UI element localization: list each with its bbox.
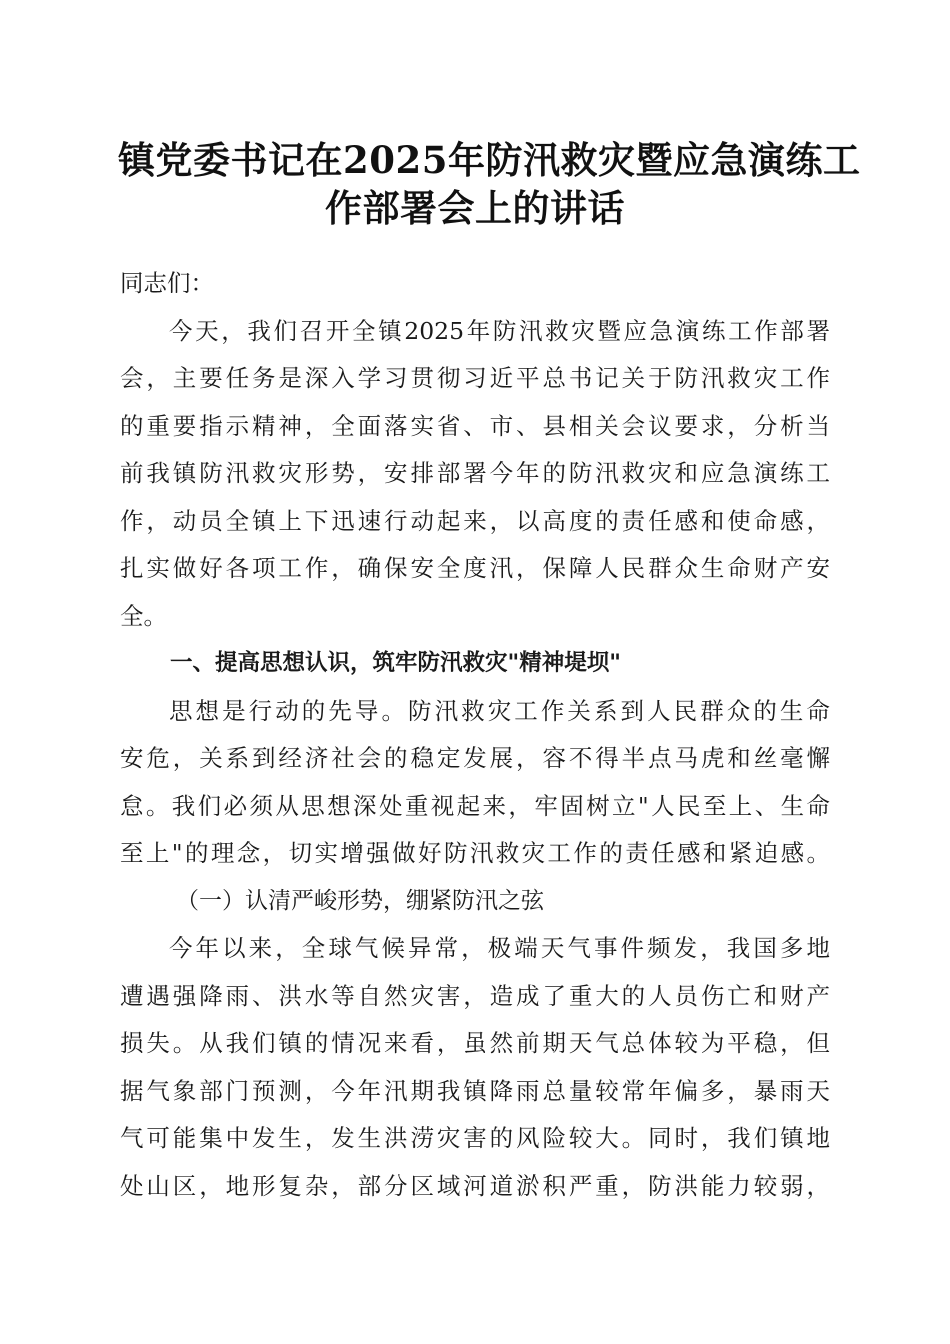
paragraph-line: 扎实做好各项工作，确保安全度汛，保障人民群众生命财产安: [120, 554, 830, 582]
paragraph-line: 安危，关系到经济社会的稳定发展，容不得半点马虎和丝毫懈: [120, 744, 830, 772]
title-line: 作部署会上的讲话: [325, 186, 625, 230]
intro-paragraph: [120, 308, 830, 641]
section-paragraph: [120, 688, 830, 878]
paragraph-line: 处山区，地形复杂，部分区域河道淤积严重，防洪能力较弱，: [120, 1171, 830, 1200]
section-heading: 一、提高思想认识，筑牢防汛救灾"精神堤坝": [170, 650, 621, 676]
paragraph-line: 会，主要任务是深入学习贯彻习近平总书记关于防汛救灾工作: [120, 364, 830, 392]
salutation: 同志们：: [120, 269, 214, 297]
document-title: [118, 136, 861, 232]
paragraph-line: 损失。从我们镇的情况来看，虽然前期天气总体较为平稳，但: [120, 1029, 830, 1057]
paragraph-line: 作，动员全镇上下迅速行动起来，以高度的责任感和使命感，: [120, 506, 830, 535]
paragraph-line: 思想是行动的先导。防汛救灾工作关系到人民群众的生命: [169, 696, 830, 725]
paragraph-line: 怠。我们必须从思想深处重视起来，牢固树立"人民至上、生命: [120, 791, 830, 820]
paragraph-line: 全。: [120, 601, 167, 630]
paragraph-line: 据气象部门预测，今年汛期我镇降雨总量较常年偏多，暴雨天: [120, 1076, 830, 1105]
title-line: 镇党委书记在2025年防汛救灾暨应急演练工: [118, 138, 861, 182]
document-body: [120, 260, 830, 1210]
paragraph-line: 今年以来，全球气候异常，极端天气事件频发，我国多地: [169, 934, 830, 962]
subsection-heading: （一）认清严峻形势，绷紧防汛之弦: [176, 887, 544, 914]
paragraph-line: 气可能集中发生，发生洪涝灾害的风险较大。同时，我们镇地: [120, 1124, 830, 1152]
paragraph-line: 前我镇防汛救灾形势，安排部署今年的防汛救灾和应急演练工: [120, 459, 830, 487]
paragraph-line: 遭遇强降雨、洪水等自然灾害，造成了重大的人员伤亡和财产: [120, 981, 830, 1010]
paragraph-line: 至上"的理念，切实增强做好防汛救灾工作的责任感和紧迫感。: [120, 839, 830, 867]
paragraph-line: 的重要指示精神，全面落实省、市、县相关会议要求，分析当: [120, 411, 830, 440]
subsection-paragraph: [120, 925, 830, 1210]
paragraph-line: 今天，我们召开全镇2025年防汛救灾暨应急演练工作部署: [169, 316, 830, 345]
